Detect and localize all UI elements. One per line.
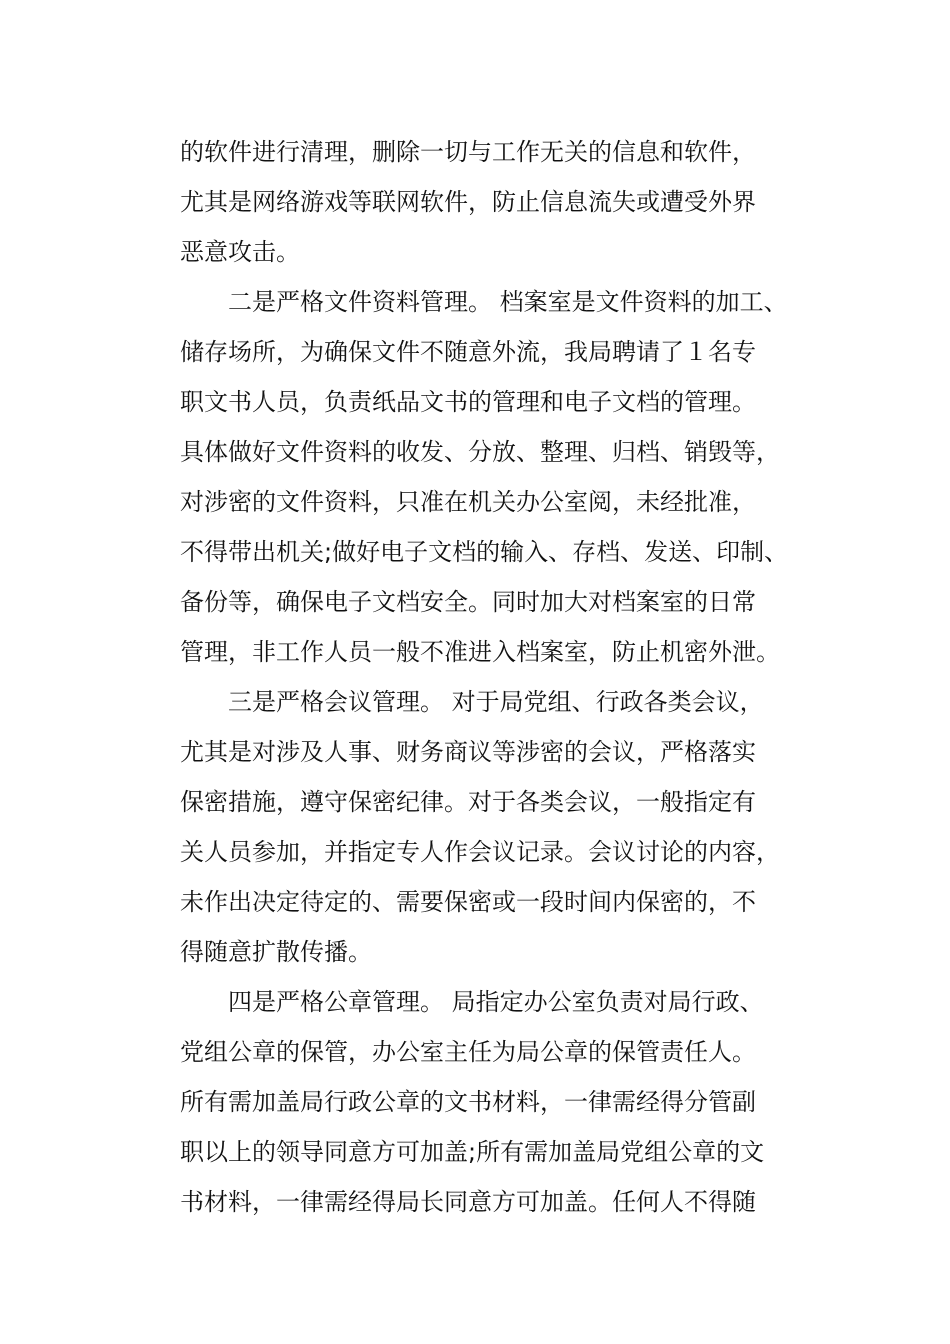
text-line: 所有需加盖局行政公章的文书材料，一律需经得分管副 xyxy=(180,1088,756,1116)
text-line: 储存场所，为确保文件不随意外流，我局聘请了１名专 xyxy=(180,338,756,366)
text-line: 的软件进行清理，删除一切与工作无关的信息和软件， xyxy=(180,138,756,166)
text-line: 尤其是网络游戏等联网软件，防止信息流失或遭受外界 xyxy=(180,188,756,216)
paragraph-first-line: 四是严格公章管理。 局指定办公室负责对局行政、 xyxy=(228,988,764,1016)
text-line: 具体做好文件资料的收发、分放、整理、归档、销毁等， xyxy=(180,438,780,466)
text-line: 书材料，一律需经得局长同意方可加盖。任何人不得随 xyxy=(180,1188,756,1216)
text-line: 党组公章的保管，办公室主任为局公章的保管责任人。 xyxy=(180,1038,756,1066)
paragraph-first-line: 三是严格会议管理。 对于局党组、行政各类会议， xyxy=(228,688,764,716)
text-line: 得随意扩散传播。 xyxy=(180,938,372,966)
text-line: 恶意攻击。 xyxy=(180,238,300,266)
text-line: 对涉密的文件资料，只准在机关办公室阅，未经批准， xyxy=(180,488,756,516)
text-line: 备份等，确保电子文档安全。同时加大对档案室的日常 xyxy=(180,588,756,616)
text-line: 管理，非工作人员一般不准进入档案室，防止机密外泄。 xyxy=(180,638,780,666)
text-line: 职以上的领导同意方可加盖;所有需加盖局党组公章的文 xyxy=(180,1138,765,1166)
text-line: 保密措施，遵守保密纪律。对于各类会议，一般指定有 xyxy=(180,788,756,816)
text-line: 职文书人员，负责纸品文书的管理和电子文档的管理。 xyxy=(180,388,756,416)
text-line: 不得带出机关;做好电子文档的输入、存档、发送、印制、 xyxy=(180,538,789,566)
text-line: 尤其是对涉及人事、财务商议等涉密的会议，严格落实 xyxy=(180,738,756,766)
paragraph-first-line: 二是严格文件资料管理。 档案室是文件资料的加工、 xyxy=(228,288,788,316)
text-line: 未作出决定待定的、需要保密或一段时间内保密的，不 xyxy=(180,888,756,916)
text-line: 关人员参加，并指定专人作会议记录。会议讨论的内容， xyxy=(180,838,780,866)
